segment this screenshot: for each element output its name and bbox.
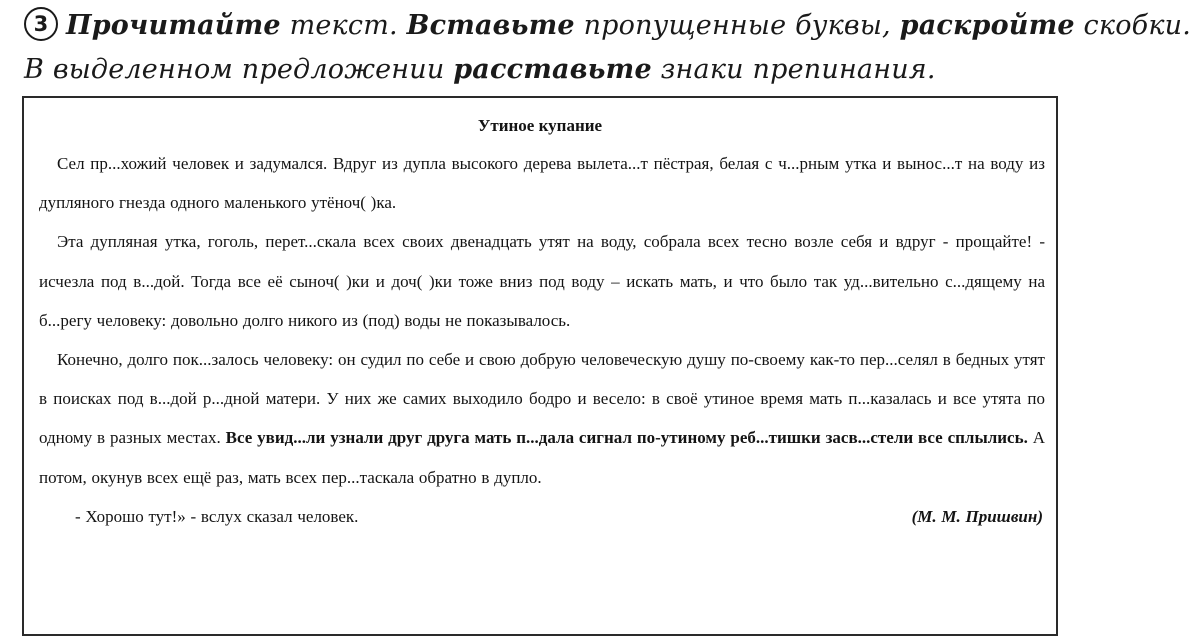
bold-text-run: Вставьте: [406, 10, 575, 41]
task-line-2: [24, 48, 1064, 92]
paragraph-1: [39, 144, 1045, 222]
text-run: В выделенном предложении: [24, 54, 454, 85]
text-run: скобки.: [1074, 10, 1191, 41]
task-line-1: [24, 4, 1191, 48]
paragraph-2: [39, 222, 1045, 340]
text-run: пропущенные буквы,: [574, 10, 900, 41]
task-instructions: [24, 4, 1191, 92]
text-run: А потом, окунув всех ещё раз, мать всех пер...таскала обратно в дупло.: [39, 428, 1045, 487]
text-title: Утиное купание: [477, 116, 603, 135]
task-number-badge: 3: [24, 7, 58, 41]
text-run: Сел пр...хожий человек и задумался. Вдруг из дупла высокого дерева вылета...т пёстрая, белая с ч...рным утка и вынос...т на воду из дупляного гнезда одного маленького утёноч( )ка.: [39, 154, 1045, 213]
final-quote: - Хорошо тут!» - вслух сказал человек.: [75, 506, 359, 526]
paragraph-3: [39, 340, 1045, 497]
bold-text-run: расставьте: [453, 54, 652, 85]
bold-text-run: раскройте: [899, 10, 1075, 41]
text-run: знаки препинания.: [651, 54, 936, 85]
text-run: Эта дупляная утка, гоголь, перет...скала всех своих двенадцать утят на воду, собрала всех тесно возле себя и вдруг - прощайте! - исчезла под в...дой. Тогда все её сыноч( )ки и доч( )ки тоже вниз под воду – искать мать, и что было так уд...вительно с...дящему на б...регу человеку: довольно долго никого из (под) воды не показывалось.: [39, 232, 1045, 330]
text-frame: [22, 96, 1058, 636]
bold-text-run: Все увид...ли узнали друг друга мать п...дала сигнал по-утиному реб...тишки засв...стели все сплылись.: [225, 428, 1028, 448]
author-attribution: (М. М. Пришвин): [911, 506, 1043, 526]
bold-text-run: Прочитайте: [66, 10, 281, 41]
text-body: [39, 144, 1045, 536]
task-line-1-text: [66, 10, 1191, 41]
final-line: [39, 497, 1045, 536]
text-run: Конечно, долго пок...залось человеку: он судил по себе и свою добрую человеческую душу по-своему как-то пер...селял в бедных утят в поисках под в...дой р...дной матери. У них же самих выходило бодро и весело: в своё утиное время мать п...казалась и все утята по одному в разных местах.: [39, 350, 1045, 448]
text-run: текст.: [280, 10, 407, 41]
